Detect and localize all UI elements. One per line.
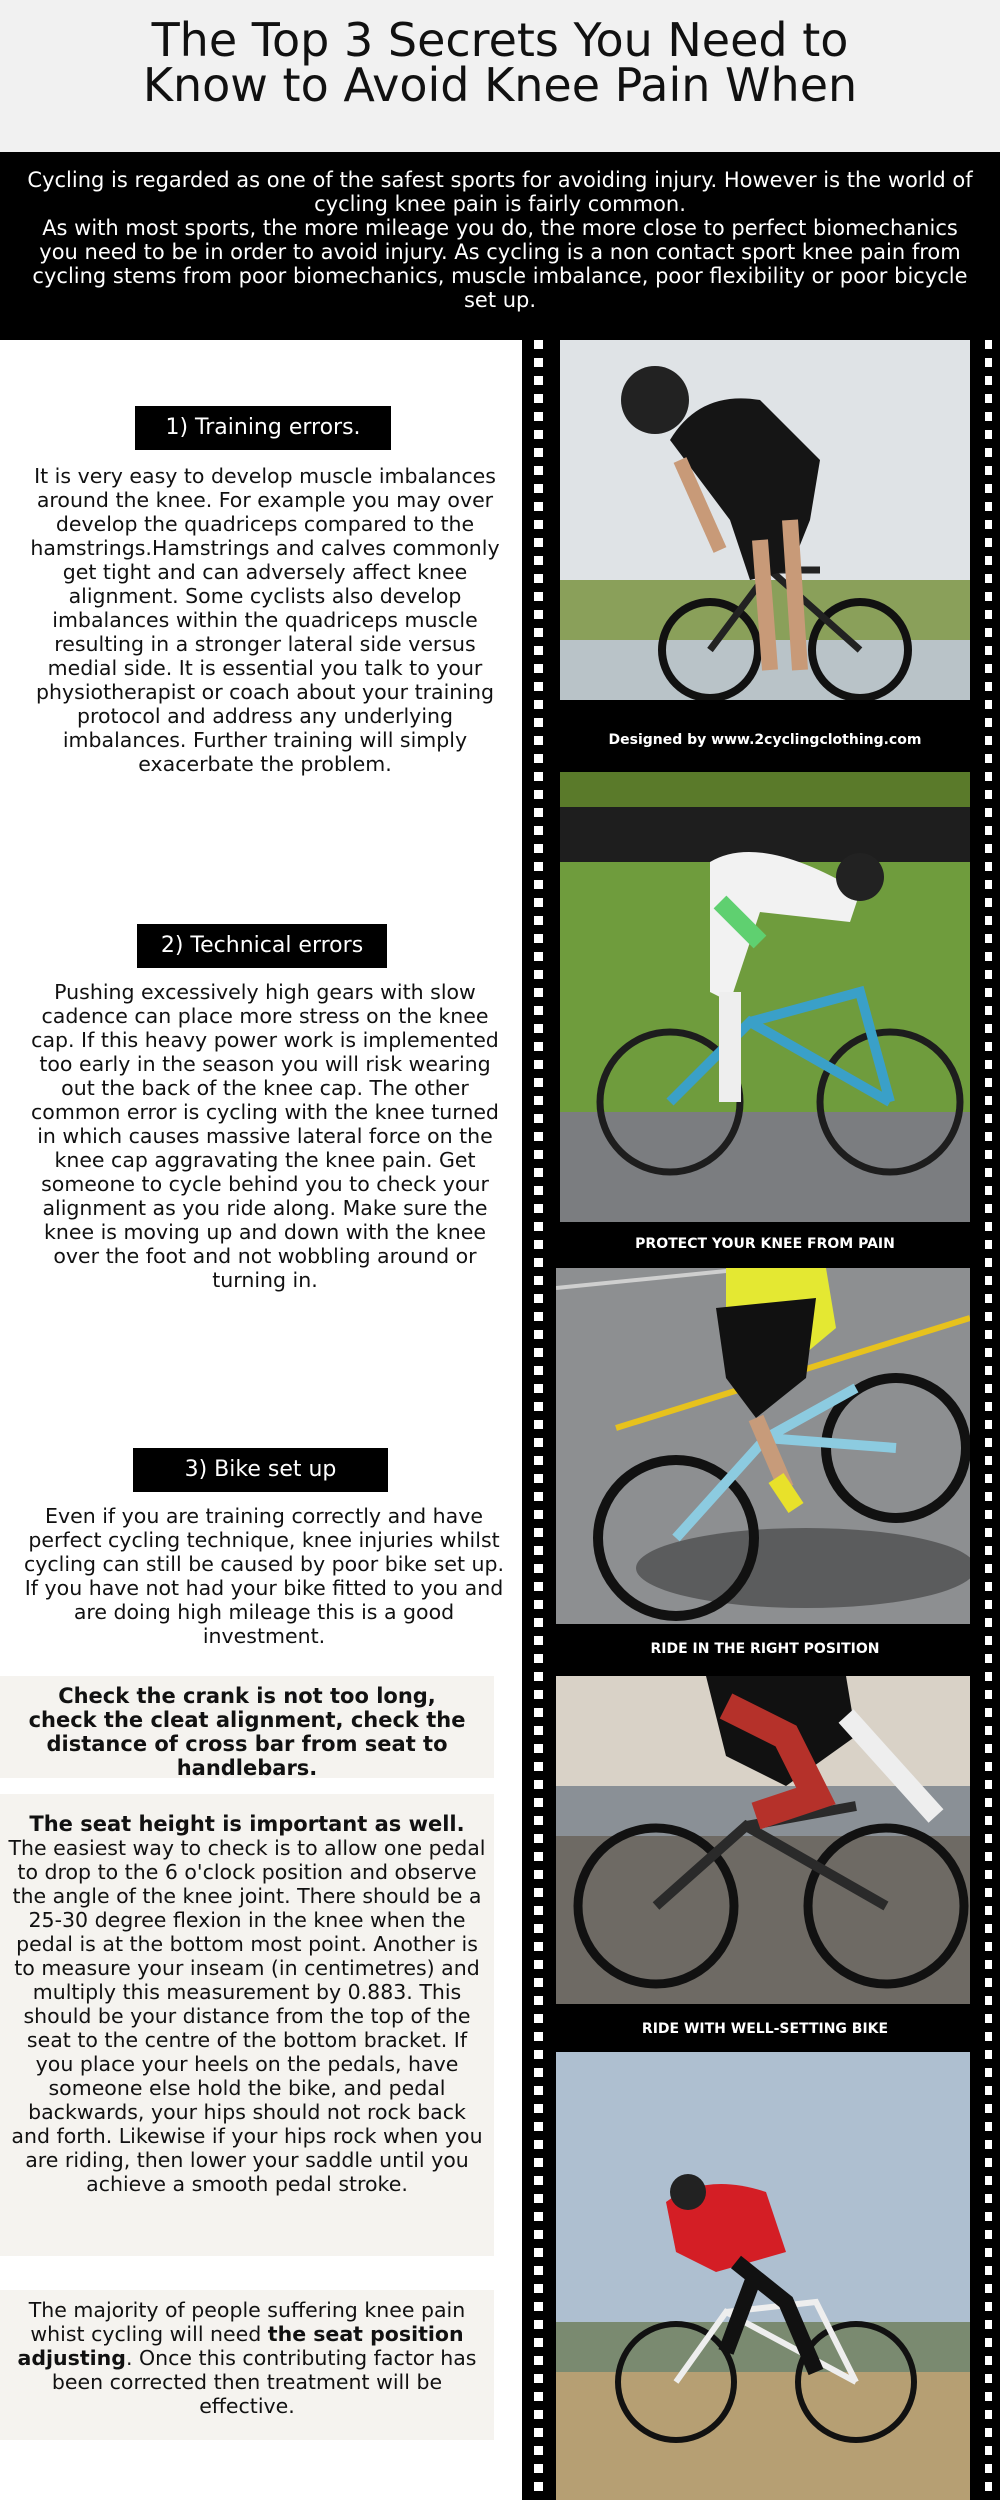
page-header	[0, 0, 1000, 152]
tip-final-post: . Once this contributing factor has been corrected then treatment will be effective.	[51, 2346, 477, 2418]
tip-seat-lead: The seat height is important as well.	[29, 1812, 465, 1836]
tip-box-crank	[0, 1676, 494, 1778]
section-body-bike-setup: Even if you are training correctly and have perfect cycling technique, knee injuries whilst cycling can still be caused by poor bike set up. If you have not had your bike fitted to you and are doing high mileage this is a good investment.	[23, 1504, 505, 1648]
section-body-technical: Pushing excessively high gears with slow cadence can place more stress on the knee cap. If this heavy power work is implemented too early in the season you will risk wearing out the back of the knee cap. The other common error is cycling with the knee turned in which causes massive lateral force on the knee cap aggravating the knee pain. Get someone to cycle behind you to check your alignment as you ride along. Make sure the knee is moving up and down with the knee over the foot and not wobbling around or turning in.	[31, 980, 499, 1292]
tip-seat-body: The easiest way to check is to allow one pedal to drop to the 6 o'clock position and observe the angle of the knee joint. There should be a 25-30 degree flexion in the knee when the pedal is at the bottom most point. Another is to measure your inseam (in centimetres) and multiply this measurement by 0.883. This should be your distance from the top of the seat to the centre of the bottom bracket. If you place your heels on the pedals, have someone else hold the bike, and pedal backwards, your hips should not rock back and forth. Likewise if your hips rock when you are riding, then lower your saddle until you achieve a smooth pedal stroke.	[8, 1836, 486, 2196]
tip-box-seat-height	[0, 1794, 494, 2256]
photo-cyclist-red-jacket	[556, 2052, 970, 2500]
title-line-1: The Top 3 Secrets You Need to	[151, 13, 849, 67]
section-title-bike-setup: 3) Bike set up	[133, 1448, 388, 1492]
photo-cyclist-grass	[560, 772, 970, 1222]
caption-well-setting-bike: RIDE WITH WELL-SETTING BIKE	[641, 2021, 889, 2037]
title-line-2: Know to Avoid Knee Pain When	[142, 58, 858, 112]
intro-paragraph-2: As with most sports, the more mileage you do, the more close to perfect biomechanics you need to be in order to avoid injury. As cycling is a non contact sport knee pain from cycling stems from poor biomechanics, muscle imbalance, poor flexibility or poor bicycle set up.	[32, 216, 968, 312]
section-title-training: 1) Training errors.	[135, 406, 391, 450]
photo-cyclist-stretching	[560, 340, 970, 700]
section-title-technical: 2) Technical errors	[137, 924, 387, 968]
section-body-training: It is very easy to develop muscle imbalances around the knee. For example you may over develop the quadriceps compared to the hamstrings.Hamstrings and calves commonly get tight and can adversely affect knee alignment. Some cyclists also develop imbalances within the quadriceps muscle resulting in a stronger lateral side versus medial side. It is essential you talk to your physiotherapist or coach about your training protocol and address any underlying imbalances. Further training will simply exacerbate the problem.	[30, 464, 500, 776]
tip-crank-text: Check the crank is not too long, check the cleat alignment, check the distance of cross bar from seat to handlebars.	[28, 1684, 466, 1780]
tip-final-bold: the seat position adjusting	[17, 2322, 464, 2370]
caption-protect-knee: PROTECT YOUR KNEE FROM PAIN	[635, 1236, 895, 1252]
photo-column	[556, 340, 1000, 2500]
page-title	[0, 0, 1000, 112]
caption-designed-by: Designed by www.2cyclingclothing.com	[608, 732, 922, 748]
caption-right-position: RIDE IN THE RIGHT POSITION	[650, 1641, 880, 1657]
intro-banner	[0, 152, 1000, 340]
photo-cyclist-road	[556, 1268, 970, 1624]
photo-cyclist-motion	[556, 1676, 970, 2004]
intro-paragraph-1: Cycling is regarded as one of the safest sports for avoiding injury. However is the world of cycling knee pain is fairly common.	[27, 168, 973, 216]
content-column	[0, 340, 520, 2500]
dashed-divider	[522, 340, 556, 2500]
tip-final-pre: The majority of people suffering knee pain whist cycling will need	[28, 2298, 466, 2346]
tip-box-final	[0, 2290, 494, 2440]
